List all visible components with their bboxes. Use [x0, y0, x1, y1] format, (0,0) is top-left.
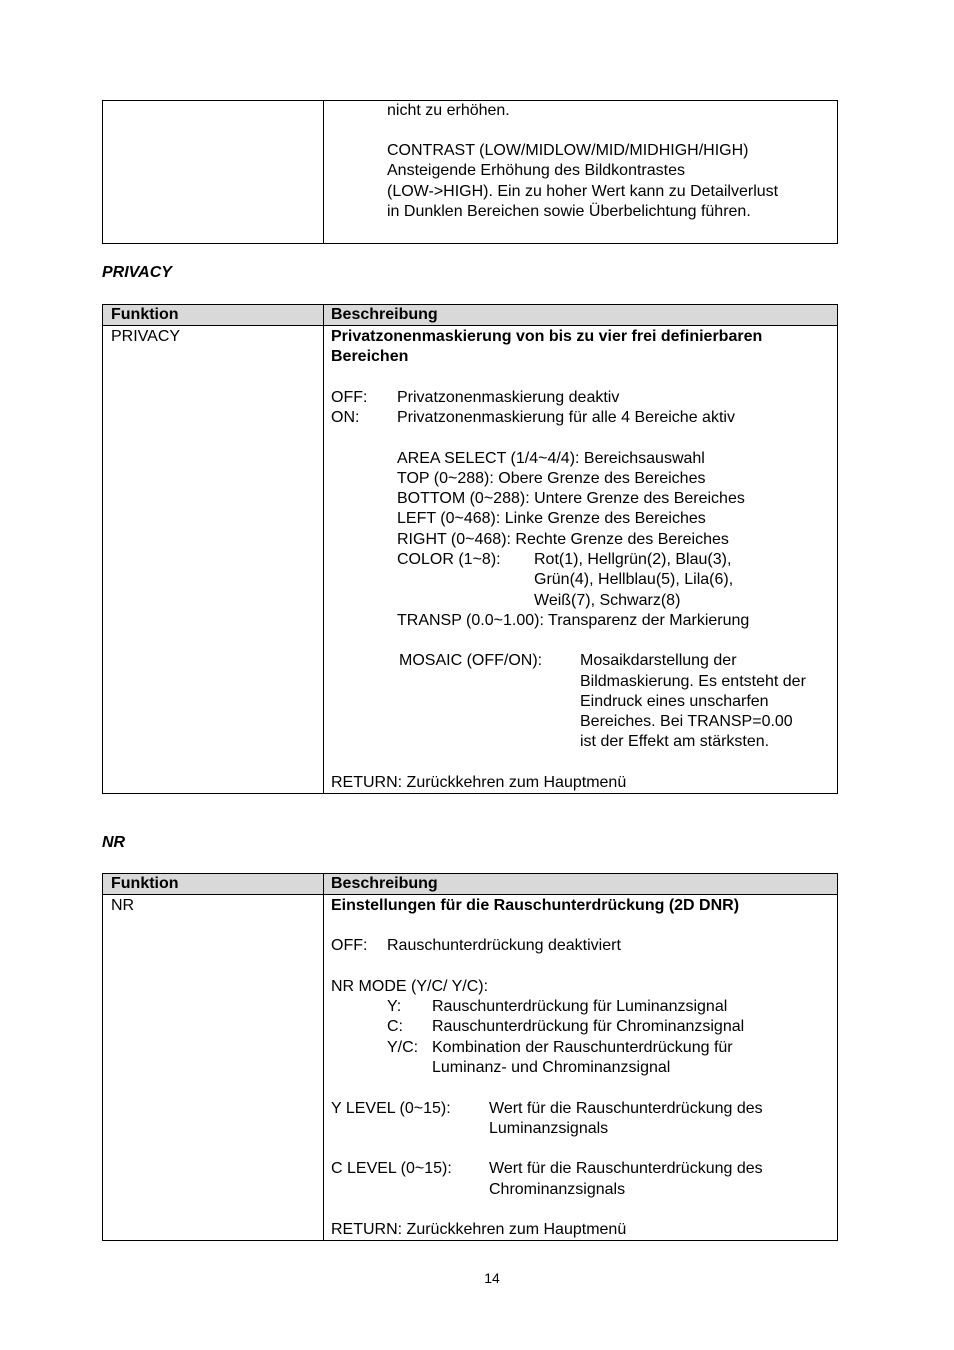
setting-line: RIGHT (0~468): Rechte Grenze des Bereiches — [397, 531, 729, 548]
option-text: Privatzonenmaskierung für alle 4 Bereiche aktiv — [397, 409, 735, 426]
setting-line: TOP (0~288): Obere Grenze des Bereiches — [397, 470, 706, 487]
table-header — [103, 305, 837, 326]
mode-label: Y/C: — [387, 1039, 419, 1056]
level-text: Wert für die Rauschunterdrückung des — [489, 1100, 763, 1117]
mode-text: Kombination der Rauschunterdrückung für — [432, 1039, 733, 1056]
header-function: Funktion — [111, 875, 179, 892]
privacy-heading: Privatzonenmaskierung von bis zu vier frei definierbaren — [331, 328, 763, 345]
mode-label: Y: — [387, 998, 402, 1015]
continuation-table — [102, 100, 838, 244]
column-divider — [323, 101, 324, 243]
mode-label: C: — [387, 1018, 403, 1035]
table-text-line: nicht zu erhöhen. — [387, 102, 510, 119]
section-title-nr: NR — [102, 834, 126, 851]
mosaic-text: Mosaikdarstellung der — [580, 652, 737, 669]
column-divider — [323, 874, 324, 1240]
nr-table — [102, 873, 838, 1241]
mode-text: Rauschunterdrückung für Chrominanzsignal — [432, 1018, 745, 1035]
mosaic-text: Eindruck eines unscharfen — [580, 693, 769, 710]
mosaic-text: ist der Effekt am stärksten. — [580, 733, 770, 750]
option-text: Rauschunterdrückung deaktiviert — [387, 937, 621, 954]
setting-line: LEFT (0~468): Linke Grenze des Bereiches — [397, 510, 706, 527]
nr-mode: NR MODE (Y/C/ Y/C): — [331, 978, 489, 995]
mode-text: Luminanz- und Chrominanzsignal — [432, 1059, 671, 1076]
level-label: C LEVEL (0~15): — [331, 1160, 452, 1177]
option-label: OFF: — [331, 937, 368, 954]
table-text-line: Ansteigende Erhöhung des Bildkontrastes — [387, 162, 685, 179]
mode-text: Rauschunterdrückung für Luminanzsignal — [432, 998, 728, 1015]
privacy-heading: Bereichen — [331, 348, 409, 365]
color-label: COLOR (1~8): — [397, 551, 501, 568]
setting-line: BOTTOM (0~288): Untere Grenze des Bereiches — [397, 490, 745, 507]
table-header — [103, 874, 837, 895]
level-text: Luminanzsignals — [489, 1120, 609, 1137]
option-label: ON: — [331, 409, 360, 426]
nr-heading: Einstellungen für die Rauschunterdrückung (2D DNR) — [331, 897, 740, 914]
privacy-table — [102, 304, 838, 794]
return-line: RETURN: Zurückkehren zum Hauptmenü — [331, 1221, 627, 1238]
header-function: Funktion — [111, 306, 179, 323]
return-line: RETURN: Zurückkehren zum Hauptmenü — [331, 774, 627, 791]
level-label: Y LEVEL (0~15): — [331, 1100, 451, 1117]
table-text-line: in Dunklen Bereichen sowie Überbelichtung führen. — [387, 203, 751, 220]
function-cell: PRIVACY — [111, 328, 181, 345]
table-text-line: (LOW->HIGH). Ein zu hoher Wert kann zu Detailverlust — [387, 183, 779, 200]
mosaic-text: Bereiches. Bei TRANSP=0.00 — [580, 713, 793, 730]
mosaic-label: MOSAIC (OFF/ON): — [399, 652, 543, 669]
option-label: OFF: — [331, 389, 368, 406]
page-number: 14 — [484, 1270, 500, 1286]
contrast-title: CONTRAST (LOW/MIDLOW/MID/MIDHIGH/HIGH) — [387, 142, 749, 159]
header-description: Beschreibung — [331, 306, 438, 323]
level-text: Wert für die Rauschunterdrückung des — [489, 1160, 763, 1177]
setting-line: TRANSP (0.0~1.00): Transparenz der Markierung — [397, 612, 750, 629]
section-title-privacy: PRIVACY — [102, 264, 172, 281]
column-divider — [323, 305, 324, 793]
color-values: Rot(1), Hellgrün(2), Blau(3), — [534, 551, 732, 568]
function-cell: NR — [111, 897, 135, 914]
color-values: Grün(4), Hellblau(5), Lila(6), — [534, 571, 734, 588]
level-text: Chrominanzsignals — [489, 1181, 626, 1198]
color-values: Weiß(7), Schwarz(8) — [534, 592, 681, 609]
setting-line: AREA SELECT (1/4~4/4): Bereichsauswahl — [397, 450, 705, 467]
option-text: Privatzonenmaskierung deaktiv — [397, 389, 620, 406]
mosaic-text: Bildmaskierung. Es entsteht der — [580, 673, 806, 690]
header-description: Beschreibung — [331, 875, 438, 892]
